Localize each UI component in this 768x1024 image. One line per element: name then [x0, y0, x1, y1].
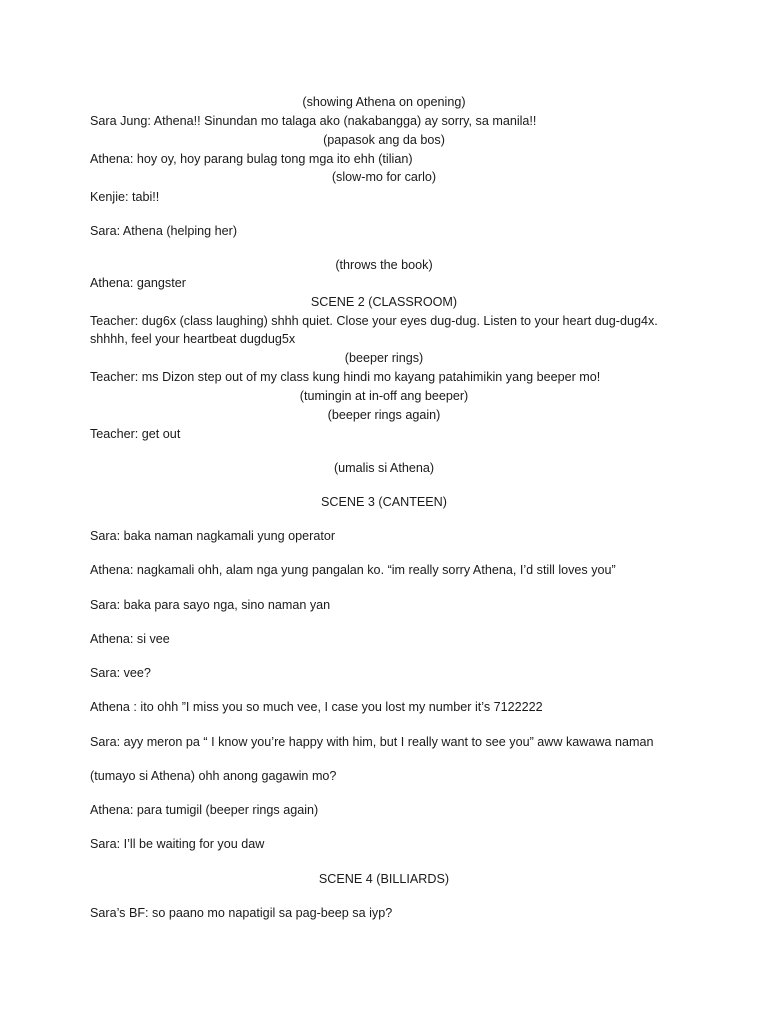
scene-heading: SCENE 4 (BILLIARDS)	[318, 872, 450, 886]
dialogue-line: Teacher: get out	[90, 427, 181, 441]
dialogue-line: Teacher: ms Dizon step out of my class kung hindi mo kayang patahimikin yang beeper mo!	[90, 370, 601, 384]
dialogue-line: Kenjie: tabi!!	[90, 190, 160, 204]
dialogue-line: Sara: ayy meron pa “ I know you’re happy with him, but I really want to see you” aww kawawa naman	[90, 735, 654, 749]
dialogue-line: Sara: vee?	[90, 666, 151, 680]
dialogue-line: Sara: baka naman nagkamali yung operator	[90, 529, 336, 543]
dialogue-line: Athena: para tumigil (beeper rings again)	[90, 803, 319, 817]
scene-heading: SCENE 3 (CANTEEN)	[321, 495, 447, 509]
stage-direction: (papasok ang da bos)	[323, 133, 445, 147]
dialogue-line: Teacher: dug6x (class laughing) shhh quiet. Close your eyes dug-dug. Listen to your heart dug-dug4x. shhhh, feel your heartbeat dugdug5x	[90, 314, 658, 346]
stage-direction: (beeper rings)	[344, 351, 424, 365]
stage-direction: (slow-mo for carlo)	[331, 170, 437, 184]
stage-direction: (throws the book)	[335, 258, 433, 272]
dialogue-line: Sara: baka para sayo nga, sino naman yan	[90, 598, 331, 612]
dialogue-line: Sara Jung: Athena!! Sinundan mo talaga ako (nakabangga) ay sorry, sa manila!!	[90, 114, 537, 128]
stage-direction: (tumingin at in-off ang beeper)	[299, 389, 469, 403]
dialogue-line: Athena: gangster	[90, 276, 186, 290]
dialogue-line: Sara’s BF: so paano mo napatigil sa pag-beep sa iyp?	[90, 906, 393, 920]
dialogue-line: Sara: Athena (helping her)	[90, 224, 238, 238]
scene-heading: SCENE 2 (CLASSROOM)	[310, 295, 458, 309]
dialogue-line: Athena: nagkamali ohh, alam nga yung pangalan ko. “im really sorry Athena, I’d still loves you”	[90, 563, 616, 577]
dialogue-line: Sara: I’ll be waiting for you daw	[90, 837, 265, 851]
stage-direction: (umalis si Athena)	[333, 461, 435, 475]
stage-direction: (beeper rings again)	[327, 408, 441, 422]
dialogue-line: (tumayo si Athena) ohh anong gagawin mo?	[90, 769, 337, 783]
stage-direction: (showing Athena on opening)	[302, 95, 466, 109]
dialogue-line: Athena : ito ohh ”I miss you so much vee, I case you lost my number it’s 7122222	[90, 700, 543, 714]
dialogue-line: Athena: si vee	[90, 632, 170, 646]
dialogue-line: Athena: hoy oy, hoy parang bulag tong mga ito ehh (tilian)	[90, 152, 413, 166]
